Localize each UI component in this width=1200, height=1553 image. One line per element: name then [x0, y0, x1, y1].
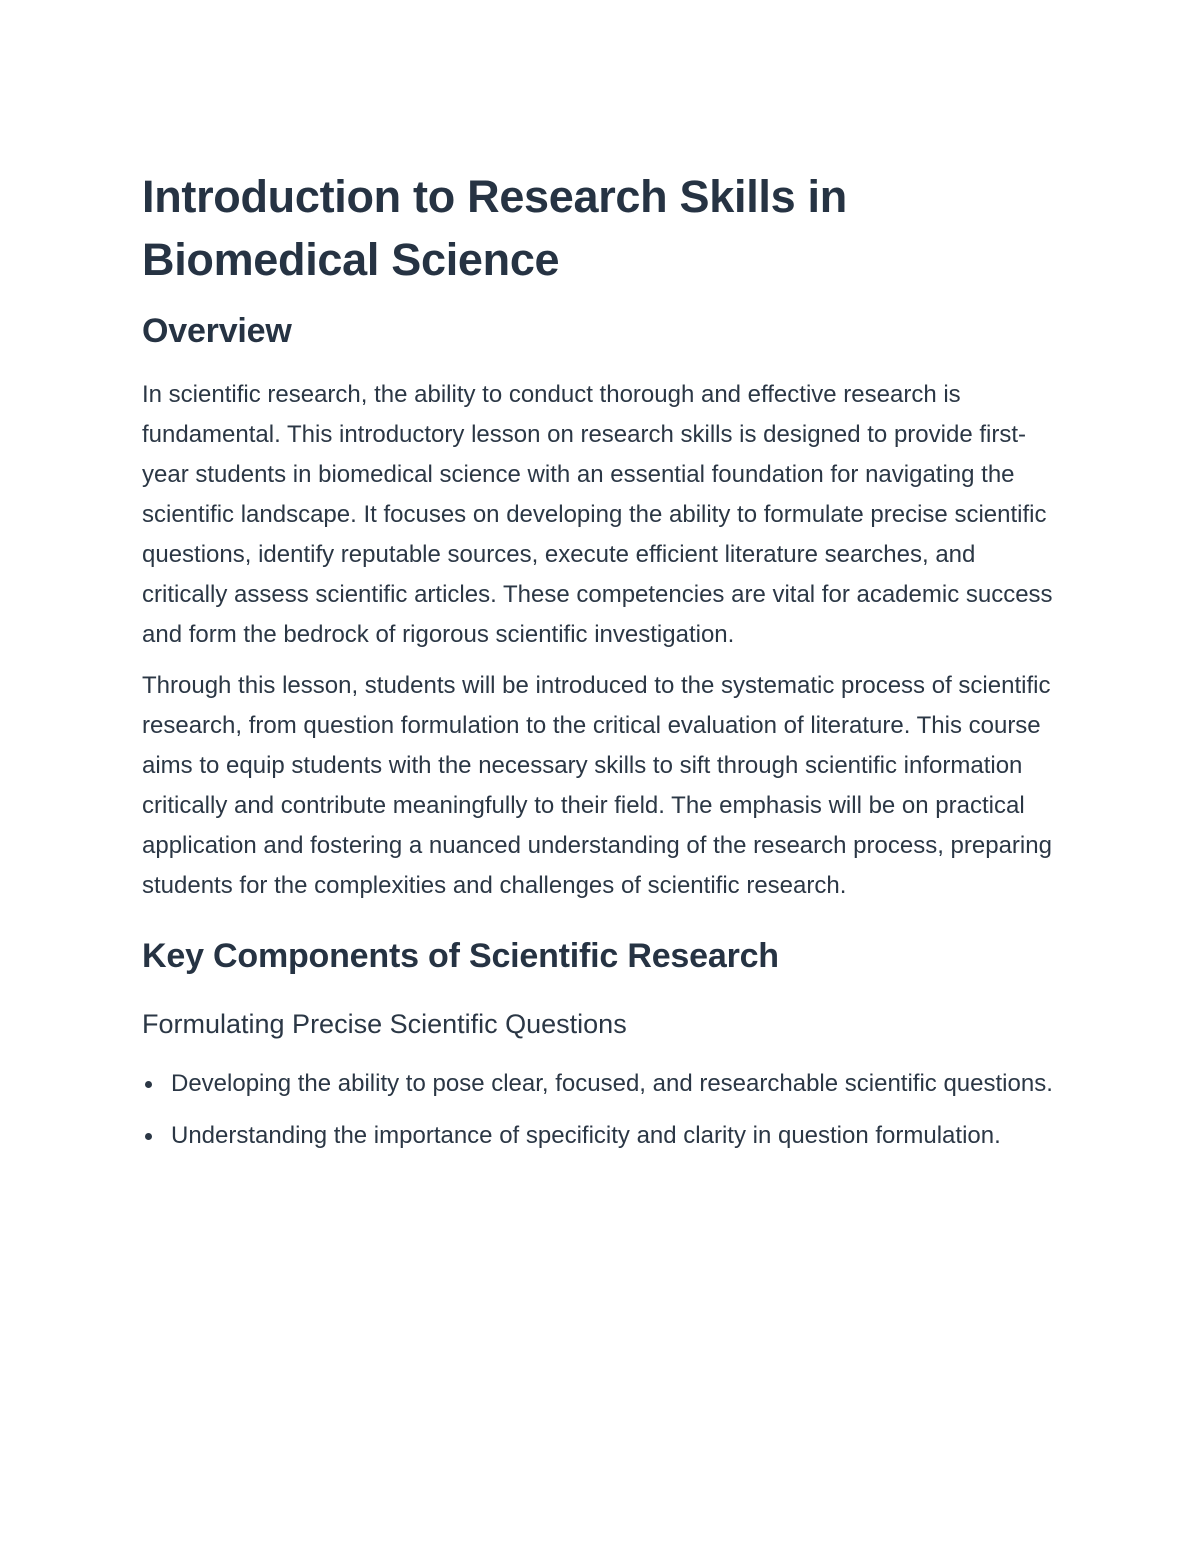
- key-components-heading: Key Components of Scientific Research: [142, 937, 779, 975]
- overview-paragraph-2: Through this lesson, students will be introduced to the systematic process of scientific research, from question formulation to the critical evaluation of literature. This course aims to equip students with the necessary skills to sift through scientific information critically and contribute meaningfully to their field. The emphasis will be on practical application and fostering a nuanced understanding of the research process, preparing students for the complexities and challenges of scientific research.: [142, 672, 1052, 899]
- list-item-text: Understanding the importance of specificity and clarity in question formulation.: [171, 1122, 1001, 1149]
- bullet-point-icon: [145, 1081, 152, 1088]
- bullet-point-icon: [145, 1133, 152, 1140]
- bullet-list: [142, 1064, 1062, 1156]
- list-item-text: Developing the ability to pose clear, focused, and researchable scientific questions.: [171, 1070, 1053, 1097]
- list-item: [142, 1116, 1062, 1156]
- overview-section: [142, 309, 1062, 906]
- subsection-heading: Formulating Precise Scientific Questions: [142, 1009, 627, 1039]
- overview-heading: Overview: [142, 312, 292, 350]
- document-title: Introduction to Research Skills in Biomedical Science: [142, 171, 847, 285]
- document-page: [142, 165, 1062, 1156]
- overview-paragraph-1: In scientific research, the ability to conduct thorough and effective research is fundamental. This introductory lesson on research skills is designed to provide first-year students in biomedical science with an essential foundation for navigating the scientific landscape. It focuses on developing the ability to formulate precise scientific questions, identify reputable sources, execute efficient literature searches, and critically assess scientific articles. These competencies are vital for academic success and form the bedrock of rigorous scientific investigation.: [142, 381, 1053, 648]
- list-item: [142, 1064, 1062, 1104]
- key-components-section: [142, 934, 1062, 1156]
